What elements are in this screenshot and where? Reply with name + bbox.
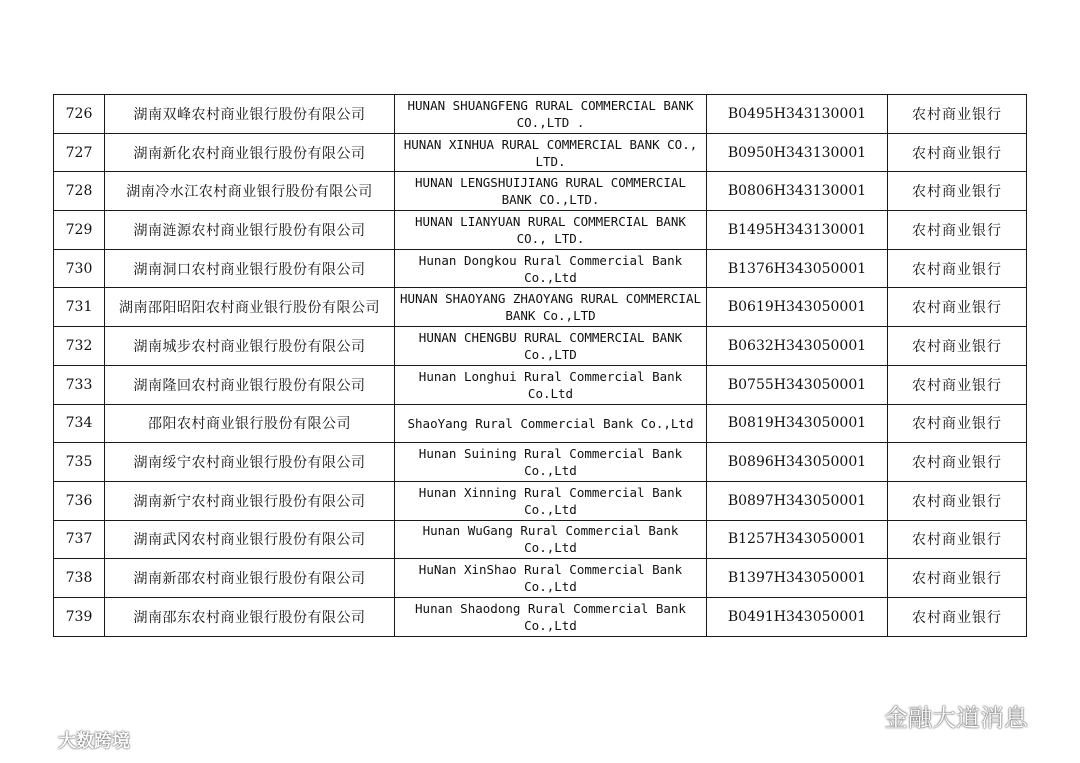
bank-name-english [395,404,707,443]
institution-type: 农村商业银行 [888,365,1027,404]
institution-code: B0491H343050001 [707,597,888,636]
institution-type: 农村商业银行 [888,211,1027,250]
bank-name-chinese: 邵阳农村商业银行股份有限公司 [105,404,395,443]
bank-name-english-line: Co.,Ltd [524,501,577,517]
institution-code: B1495H343130001 [707,211,888,250]
bank-name-english-line: Hunan Dongkou Rural Commercial Bank [418,252,683,268]
bank-name-english-line: HuNan XinShao Rural Commercial Bank [418,562,683,578]
institution-code: B0950H343130001 [707,133,888,172]
bank-name-english [395,327,707,366]
wechat-logo-icon [836,701,876,731]
bank-name-chinese: 湖南新邵农村商业银行股份有限公司 [105,559,395,598]
table-row [54,365,1027,404]
bank-name-english [395,559,707,598]
table-row [54,211,1027,250]
table-row [54,172,1027,211]
wechat-watermark [836,698,1028,733]
bank-name-chinese: 湖南绥宁农村商业银行股份有限公司 [105,443,395,482]
institution-code: B0632H343050001 [707,327,888,366]
table-body [54,95,1027,637]
bank-name-english-line: BANK CO.,LTD. [501,192,600,208]
institution-type: 农村商业银行 [888,327,1027,366]
institution-type: 农村商业银行 [888,133,1027,172]
bank-name-chinese: 湖南隆回农村商业银行股份有限公司 [105,365,395,404]
weibo-watermark [10,727,130,753]
bank-name-english-line: Co.,Ltd [524,579,577,595]
bank-name-english [395,211,707,250]
bank-name-english-line: Hunan Shaodong Rural Commercial Bank [415,600,686,616]
institution-type: 农村商业银行 [888,404,1027,443]
bank-name-english [395,133,707,172]
institution-type: 农村商业银行 [888,95,1027,134]
bank-name-english-line: Co.Ltd [527,385,574,401]
bank-name-english-line: Hunan Longhui Rural Commercial Bank [418,368,683,384]
bank-name-english-line: HUNAN XINHUA RURAL COMMERCIAL BANK CO., [403,136,698,152]
bank-name-english-line: Co.,Ltd [524,617,577,633]
bank-name-english-line: HUNAN SHUANGFENG RURAL COMMERCIAL BANK [407,97,694,113]
bank-name-chinese: 湖南武冈农村商业银行股份有限公司 [105,520,395,559]
institution-code: B0819H343050001 [707,404,888,443]
bank-name-english [395,597,707,636]
institution-code: B0619H343050001 [707,288,888,327]
institution-code: B1257H343050001 [707,520,888,559]
bank-name-chinese: 湖南洞口农村商业银行股份有限公司 [105,249,395,288]
row-number: 736 [54,481,105,520]
wechat-watermark-text: 金融大道消息 [884,704,1028,732]
row-number: 729 [54,211,105,250]
table-row [54,559,1027,598]
bank-name-english-line: HUNAN LIANYUAN RURAL COMMERCIAL BANK [415,213,686,229]
table-row [54,327,1027,366]
bank-name-english-line: Co.,Ltd [524,463,577,479]
table-row [54,404,1027,443]
institution-type: 农村商业银行 [888,559,1027,598]
weibo-watermark-text: 大数跨境 [58,731,130,752]
institution-type: 农村商业银行 [888,172,1027,211]
row-number: 727 [54,133,105,172]
bank-name-english-line: LTD. [535,153,566,169]
table-row [54,597,1027,636]
bank-name-chinese: 湖南涟源农村商业银行股份有限公司 [105,211,395,250]
institution-type: 农村商业银行 [888,249,1027,288]
bank-name-english [395,481,707,520]
institution-code: B1397H343050001 [707,559,888,598]
bank-name-english-line: ShaoYang Rural Commercial Bank Co.,Ltd [407,415,694,431]
bank-name-english [395,443,707,482]
bank-name-english-line: Hunan Xinning Rural Commercial Bank [418,484,683,500]
table-row [54,520,1027,559]
institution-code: B1376H343050001 [707,249,888,288]
institution-code: B0495H343130001 [707,95,888,134]
bank-name-english-line: CO., LTD. [516,230,585,246]
institution-type: 农村商业银行 [888,520,1027,559]
bank-name-english-line: Co.,LTD [524,346,577,362]
row-number: 734 [54,404,105,443]
institution-code: B0896H343050001 [707,443,888,482]
row-number: 730 [54,249,105,288]
bank-name-english-line: HUNAN SHAOYANG ZHAOYANG RURAL COMMERCIAL [399,291,702,307]
bank-name-chinese: 湖南新宁农村商业银行股份有限公司 [105,481,395,520]
bank-name-chinese: 湖南邵东农村商业银行股份有限公司 [105,597,395,636]
bank-name-chinese: 湖南城步农村商业银行股份有限公司 [105,327,395,366]
institution-type: 农村商业银行 [888,288,1027,327]
table-row [54,249,1027,288]
bank-name-english [395,288,707,327]
bank-name-english-line: Co.,Ltd [524,269,577,285]
bank-name-english [395,520,707,559]
bank-name-english-line: Hunan Suining Rural Commercial Bank [418,446,683,462]
table-row [54,481,1027,520]
institution-type: 农村商业银行 [888,443,1027,482]
institution-type: 农村商业银行 [888,597,1027,636]
bank-name-chinese: 湖南邵阳昭阳农村商业银行股份有限公司 [105,288,395,327]
row-number: 739 [54,597,105,636]
row-number: 733 [54,365,105,404]
table-row [54,133,1027,172]
row-number: 735 [54,443,105,482]
bank-name-english-line: CO.,LTD . [516,114,585,130]
bank-name-chinese: 湖南双峰农村商业银行股份有限公司 [105,95,395,134]
bank-name-english-line: HUNAN LENGSHUIJIANG RURAL COMMERCIAL [415,175,686,191]
institution-code: B0897H343050001 [707,481,888,520]
row-number: 726 [54,95,105,134]
bank-name-english [395,365,707,404]
institution-code: B0806H343130001 [707,172,888,211]
institution-type: 农村商业银行 [888,481,1027,520]
bank-name-english [395,249,707,288]
row-number: 728 [54,172,105,211]
row-number: 737 [54,520,105,559]
row-number: 738 [54,559,105,598]
table-row [54,288,1027,327]
table-row [54,95,1027,134]
row-number: 731 [54,288,105,327]
row-number: 732 [54,327,105,366]
bank-name-chinese: 湖南新化农村商业银行股份有限公司 [105,133,395,172]
bank-name-english-line: BANK Co.,LTD [505,308,596,324]
table-row [54,443,1027,482]
bank-name-english-line: Hunan WuGang Rural Commercial Bank [422,523,679,539]
bank-name-chinese: 湖南冷水江农村商业银行股份有限公司 [105,172,395,211]
bank-name-english [395,95,707,134]
bank-list-table [53,94,1027,637]
institution-code: B0755H343050001 [707,365,888,404]
weibo-logo-icon [10,728,54,752]
bank-name-english [395,172,707,211]
bank-name-english-line: Co.,Ltd [524,540,577,556]
bank-name-english-line: HUNAN CHENGBU RURAL COMMERCIAL BANK [418,329,683,345]
